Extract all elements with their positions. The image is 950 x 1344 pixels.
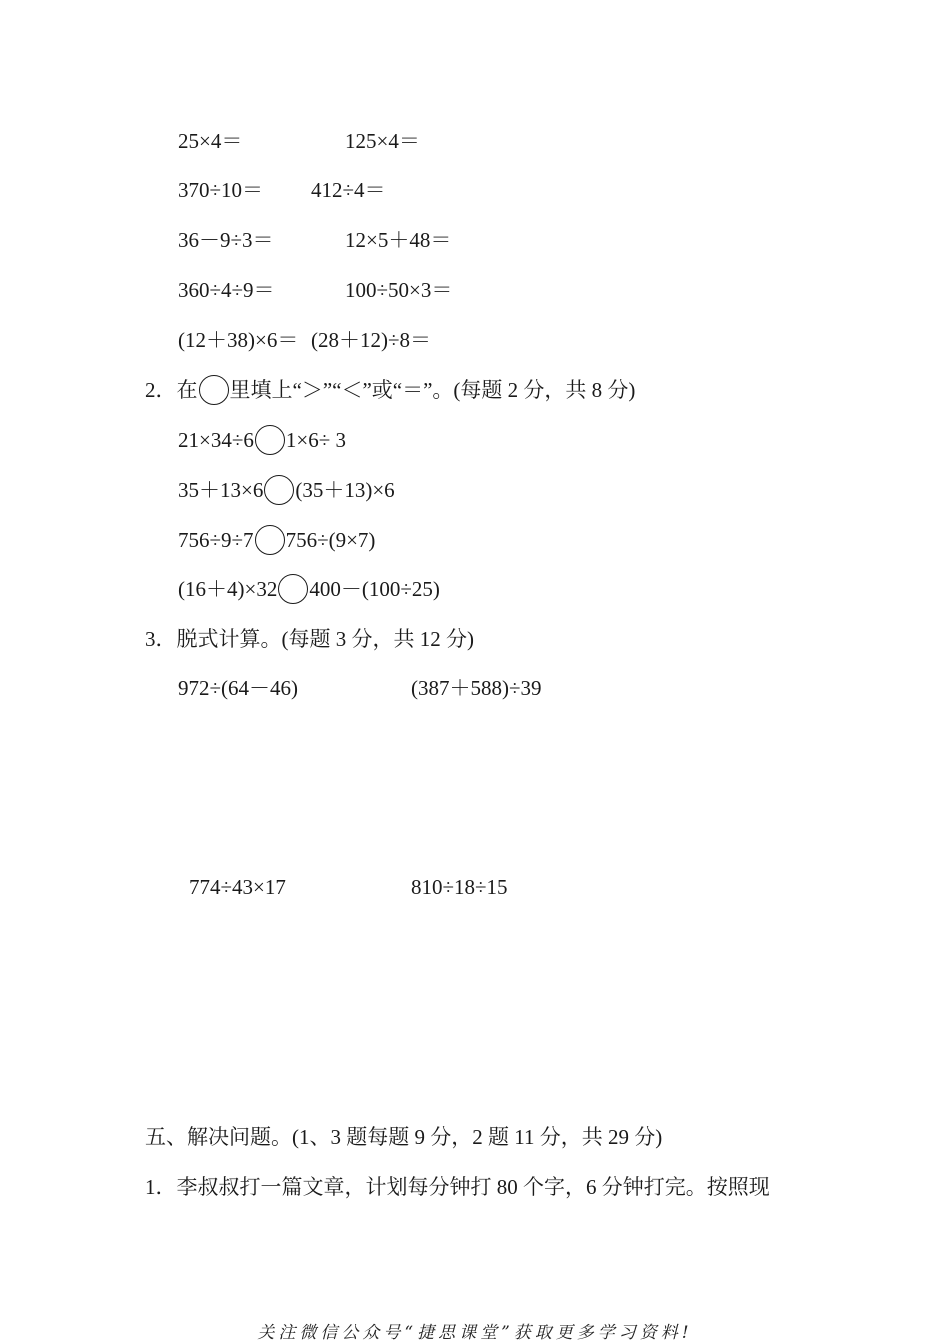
footer-watermark: 关注微信公众号“捷思课堂”获取更多学习资料! <box>257 1323 693 1343</box>
expr-item: 810÷18÷15 <box>411 875 508 899</box>
q2-title-pre: 2．在 <box>145 378 198 402</box>
compare-item <box>178 427 346 455</box>
compare-item <box>178 527 375 555</box>
calc-item: (28＋12)÷8＝ <box>311 328 432 352</box>
calc-item: 370÷10＝ <box>178 178 264 202</box>
compare-right: 400－(100÷25) <box>309 577 440 601</box>
q2-title <box>145 377 635 405</box>
compare-right: 756÷(9×7) <box>285 528 376 552</box>
calc-item: (12＋38)×6＝ <box>178 328 299 352</box>
compare-item <box>178 576 440 604</box>
compare-circle-icon <box>199 375 229 405</box>
q2-title-post: 里填上“＞”“＜”或“＝”。(每题 2 分，共 8 分) <box>229 378 636 402</box>
compare-right: (35＋13)×6 <box>295 478 395 502</box>
calc-item: 100÷50×3＝ <box>345 278 453 302</box>
calc-item: 25×4＝ <box>178 129 243 153</box>
compare-right: 1×6÷ 3 <box>285 428 346 452</box>
compare-left: 756÷9÷7 <box>178 528 254 552</box>
calc-item: 12×5＋48＝ <box>345 228 452 252</box>
calc-item: 125×4＝ <box>345 129 420 153</box>
expr-item: (387＋588)÷39 <box>411 676 542 700</box>
q3-title: 3．脱式计算。(每题 3 分，共 12 分) <box>145 627 474 651</box>
calc-item: 36－9÷3＝ <box>178 228 274 252</box>
compare-answer-circle[interactable] <box>264 475 294 505</box>
compare-answer-circle[interactable] <box>278 574 308 604</box>
compare-answer-circle[interactable] <box>255 425 285 455</box>
compare-answer-circle[interactable] <box>255 525 285 555</box>
compare-left: 35＋13×6 <box>178 478 264 502</box>
compare-item <box>178 477 395 505</box>
expr-item: 972÷(64－46) <box>178 676 299 700</box>
calc-item: 412÷4＝ <box>311 178 386 202</box>
section5-q1: 1．李叔叔打一篇文章，计划每分钟打 80 个字，6 分钟打完。按照现 <box>145 1175 770 1199</box>
section5-title: 五、解决问题。(1、3 题每题 9 分，2 题 11 分，共 29 分) <box>145 1125 663 1149</box>
expr-item: 774÷43×17 <box>189 875 286 899</box>
compare-left: 21×34÷6 <box>178 428 254 452</box>
calc-item: 360÷4÷9＝ <box>178 278 275 302</box>
compare-left: (16＋4)×32 <box>178 577 278 601</box>
